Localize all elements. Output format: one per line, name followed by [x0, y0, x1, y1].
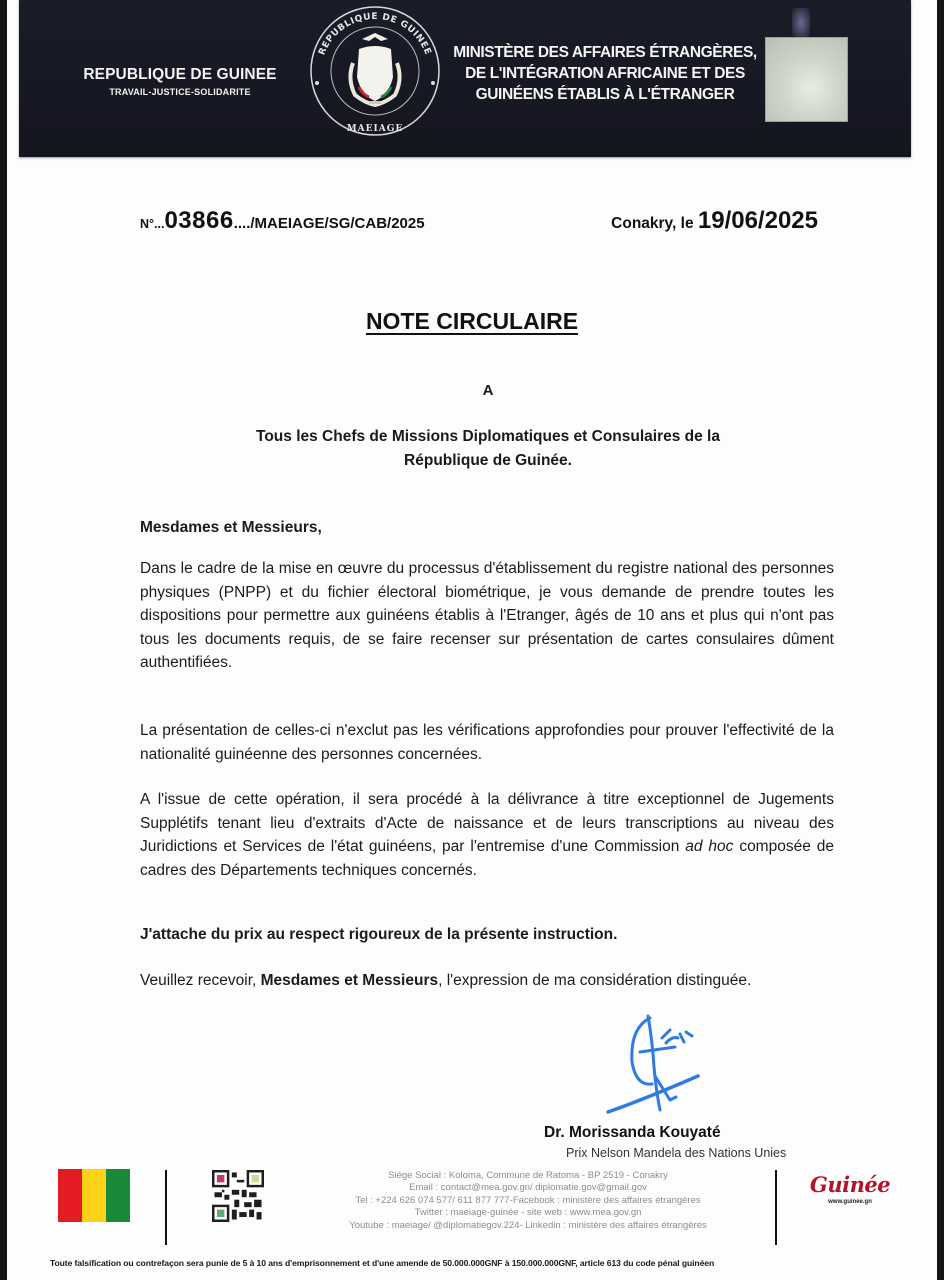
closing-end: , l'expression de ma considération distinguée. — [438, 972, 752, 989]
footer-divider — [775, 1170, 777, 1245]
republic-motto: TRAVAIL-JUSTICE-SOLIDARITE — [109, 87, 251, 97]
reference-number-value: 03866 — [164, 207, 234, 234]
contact-address: Siège Social : Koloma, Commune de Ratoma - BP 2519 - Conakry — [388, 1170, 668, 1181]
security-hologram-icon — [765, 37, 848, 122]
salutation: Mesdames et Messieurs, — [140, 519, 322, 536]
guinea-flag-icon — [58, 1169, 130, 1222]
closing-bold: Mesdames et Messieurs — [260, 972, 439, 989]
ministry-name — [450, 42, 760, 105]
paragraph-3-italic: ad hoc — [685, 838, 734, 855]
brand-url: www.guinee.gn — [828, 1199, 872, 1205]
place-date — [611, 207, 818, 235]
place-label: Conakry, le — [611, 215, 698, 232]
contact-email: Email : contact@mea.gov.gn/ diplomatie.gov@gmail.gov — [409, 1182, 647, 1194]
closing-start: Veuillez recevoir, — [140, 972, 261, 989]
paragraph-1: Dans le cadre de la mise en œuvre du processus d'établissement du registre national des personnes physiques (PNPP) et du fichier électoral biométrique, je vous demande de prendre toutes les dispositions pour permettre aux guinéens établis à l'Etranger, âgés de 10 ans et plus qui n'ont pas tous les documents requis, de se faire recenser sur présentation de cartes consulaires dûment authentifiées. — [140, 560, 834, 671]
republic-title: REPUBLIQUE DE GUINEE — [83, 66, 277, 83]
seal-bottom-text: MAEIAGE — [346, 124, 404, 134]
recipient-prefix: A — [482, 382, 494, 399]
paragraph-3 — [140, 788, 834, 882]
seal-top-text: REPUBLIQUE DE GUINEE — [317, 11, 433, 57]
paragraph-3-end: composée de cadres des Départements techniques concernés. — [140, 838, 834, 879]
republic-block — [62, 66, 298, 97]
signer-title: Prix Nelson Mandela des Nations Unies — [566, 1146, 787, 1160]
reference-number — [140, 207, 425, 235]
reference-prefix: N°... — [140, 217, 165, 231]
hologram-glare — [792, 8, 810, 38]
ministry-line: DE L'INTÉGRATION AFRICAINE ET DES — [465, 65, 745, 82]
brand-logo-text: Guinée — [809, 1172, 891, 1197]
flag-red-stripe — [58, 1169, 82, 1222]
paragraph-3-start: A l'issue de cette opération, il sera procédé à la délivrance à titre exceptionnel de Jugements Supplétifs tenant lieu d'extraits d'Acte de naissance et de leurs transcriptions au niveau des Juridictions et Services de l'état guinéens, par l'entremise d'une Commission — [140, 791, 834, 855]
flag-green-stripe — [106, 1169, 130, 1222]
footer-divider — [165, 1170, 167, 1245]
contact-phone: Tel : +224 626 074 577/ 611 877 777-Facebook : ministère des affaires étrangères — [355, 1194, 701, 1206]
closing-formula — [140, 969, 834, 993]
qr-code-icon[interactable] — [212, 1170, 264, 1222]
handwritten-signature — [600, 1012, 730, 1117]
paragraph-2: La présentation de celles-ci n'exclut pas les vérifications approfondies pour prouver l'effectivité de la nationalité guinéenne des personnes concernées. — [140, 722, 834, 763]
ministry-line: MINISTÈRE DES AFFAIRES ÉTRANGÈRES, — [453, 44, 757, 61]
contact-social: Youtube : maeiage/ @diplomatiegov.224- Linkedin : ministère des affaires étrangères — [349, 1219, 707, 1231]
document-title: NOTE CIRCULAIRE — [365, 308, 579, 334]
ministry-seal-icon — [307, 3, 443, 139]
legal-notice: Toute falsification ou contrefaçon sera punie de 5 à 10 ans d'emprisonnement et d'une amende de 50.000.000GNF à 150.000.000GNF, article 613 du code pénal guinéen — [50, 1258, 715, 1268]
flag-yellow-stripe — [82, 1169, 106, 1222]
contact-web: Twitter : maeiage-guinée - site web : www.mea.gov.gn — [414, 1207, 642, 1219]
guinee-brand-logo — [800, 1172, 900, 1206]
addressee: Tous les Chefs de Missions Diplomatiques et Consulaires de la République de Guinée. — [256, 428, 720, 469]
paragraph-4: J'attache du prix au respect rigoureux de la présente instruction. — [140, 926, 618, 943]
ministry-line: GUINÉENS ÉTABLIS À L'ÉTRANGER — [475, 86, 735, 103]
reference-suffix: ..../MAEIAGE/SG/CAB/2025 — [233, 215, 425, 232]
signer-name: Dr. Morissanda Kouyaté — [544, 1124, 721, 1141]
contact-block — [290, 1170, 766, 1232]
document-date: 19/06/2025 — [697, 207, 818, 234]
